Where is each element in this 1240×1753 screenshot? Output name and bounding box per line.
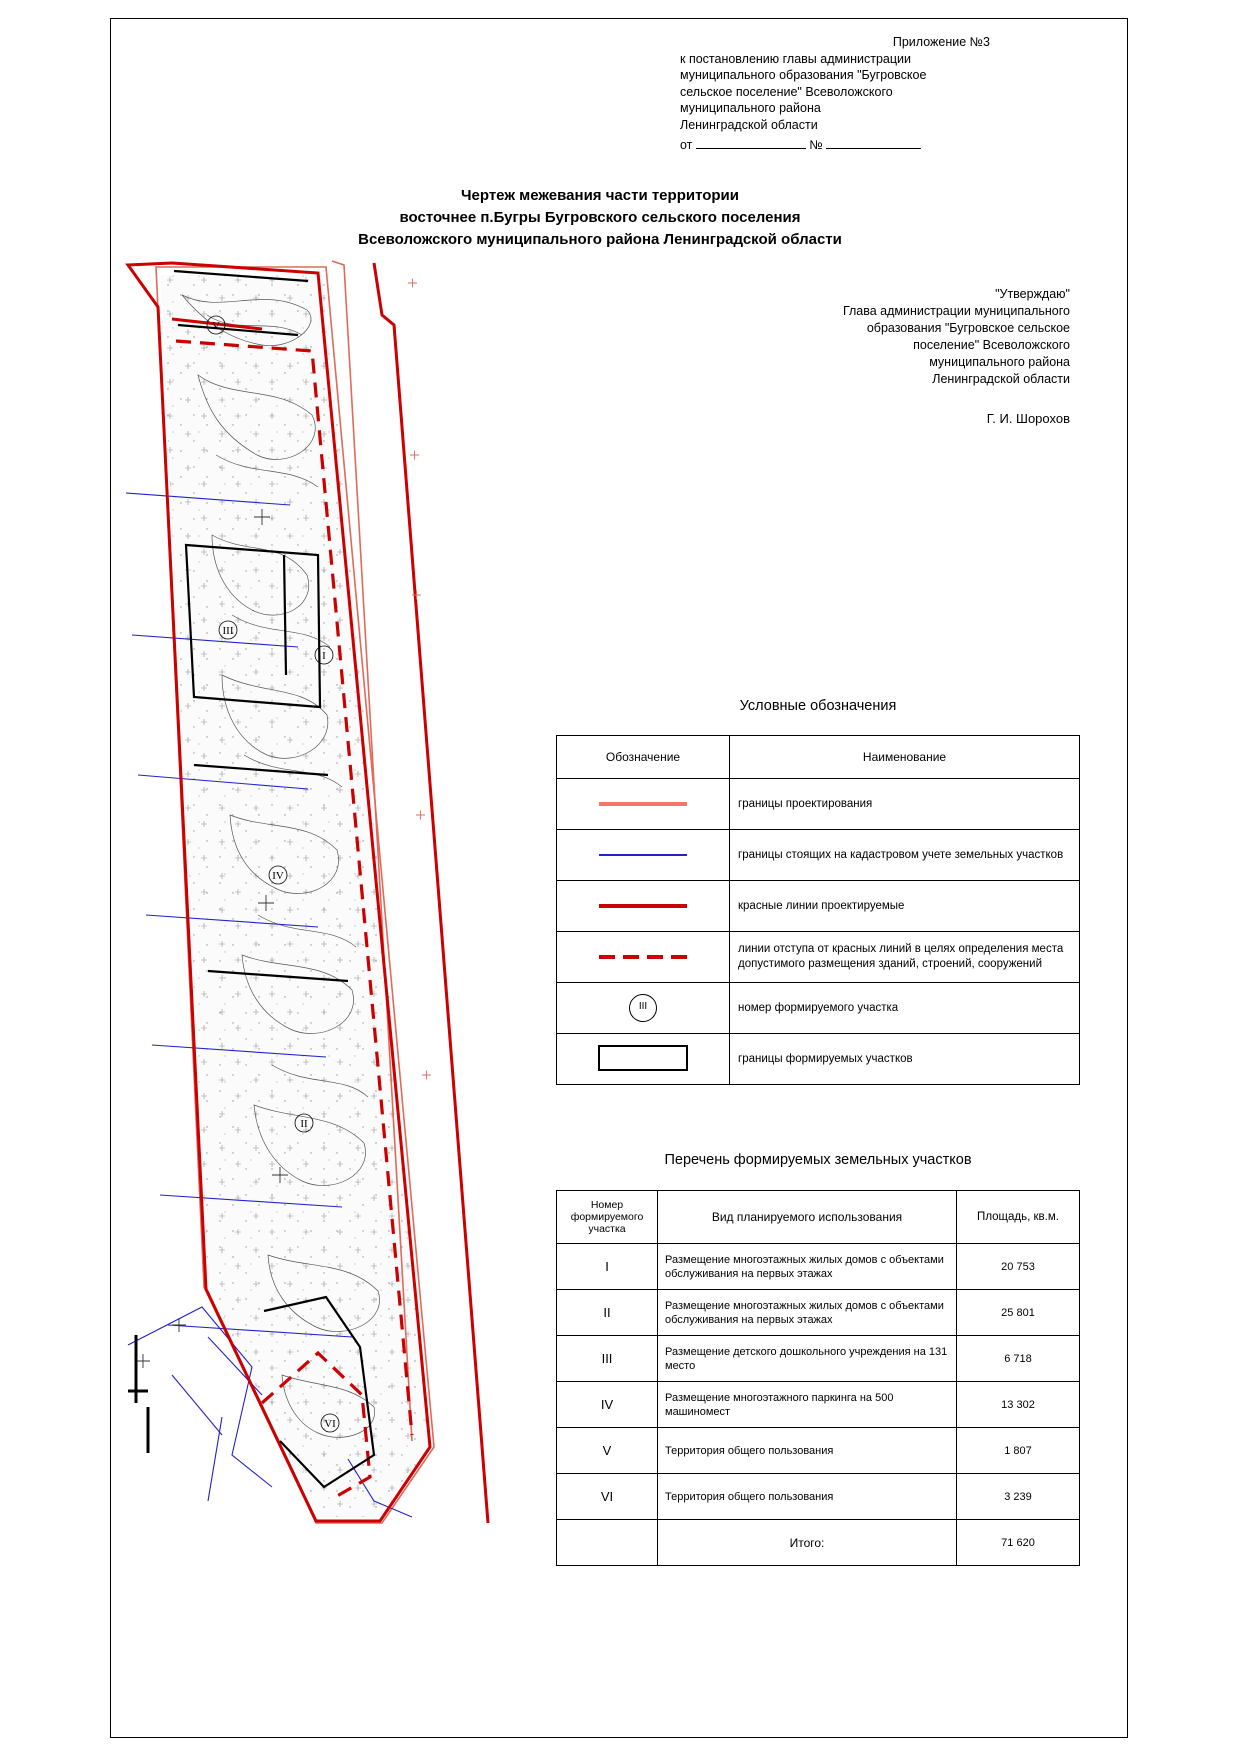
legend-header-row xyxy=(557,736,1080,779)
rectangle-swatch xyxy=(598,1045,688,1071)
table-row xyxy=(557,1336,1080,1382)
title-line-1: Чертеж межевания части территории xyxy=(460,187,739,204)
table-row xyxy=(557,1382,1080,1428)
legend-col-name: Наименование xyxy=(730,736,1080,779)
plots-table xyxy=(556,1190,1080,1566)
plot-use: Размещение многоэтажных жилых домов с объектами обслуживания на первых этажах xyxy=(658,1290,957,1336)
legend-row xyxy=(557,932,1080,983)
plot-area: 6 718 xyxy=(957,1336,1080,1382)
plot-use: Размещение многоэтажного паркинга на 500 машиномест xyxy=(658,1382,957,1428)
legend-symbol-red-lines xyxy=(557,881,730,932)
approval-block xyxy=(720,286,1070,427)
legend-symbol-plot-number xyxy=(557,983,730,1034)
table-total-row xyxy=(557,1520,1080,1566)
plot-number: V xyxy=(557,1428,658,1474)
legend-label: красные линии проектируемые xyxy=(730,881,1080,932)
plot-use: Территория общего пользования xyxy=(658,1474,957,1520)
total-label: Итого: xyxy=(658,1520,957,1566)
legend-table xyxy=(556,735,1080,1085)
table-row xyxy=(557,1474,1080,1520)
legend-symbol-cadastral xyxy=(557,830,730,881)
svg-text:I: I xyxy=(322,650,326,662)
legend-col-symbol: Обозначение xyxy=(557,736,730,779)
appendix-line-4: муниципального района xyxy=(680,101,821,115)
appendix-line-2: муниципального образования "Бугровское xyxy=(680,68,927,82)
plot-use: Размещение детского дошкольного учреждения на 131 место xyxy=(658,1336,957,1382)
legend-row xyxy=(557,1034,1080,1085)
plot-area: 3 239 xyxy=(957,1474,1080,1520)
plot-number: IV xyxy=(557,1382,658,1428)
legend-label: границы проектирования xyxy=(730,779,1080,830)
plots-col-area: Площадь, кв.м. xyxy=(957,1191,1080,1244)
total-empty-cell xyxy=(557,1520,658,1566)
svg-text:V: V xyxy=(212,320,220,332)
circle-numeral-icon: III xyxy=(629,994,657,1022)
page-title xyxy=(240,185,960,251)
legend-label: границы стоящих на кадастровом учете земельных участков xyxy=(730,830,1080,881)
blue-line-swatch xyxy=(599,854,687,856)
svg-text:IV: IV xyxy=(272,870,284,882)
date-blank xyxy=(696,135,806,149)
legend-symbol-offset-lines xyxy=(557,932,730,983)
pink-line-swatch xyxy=(599,802,687,806)
plot-use: Территория общего пользования xyxy=(658,1428,957,1474)
plot-area: 25 801 xyxy=(957,1290,1080,1336)
legend-row xyxy=(557,779,1080,830)
red-line-swatch xyxy=(599,904,687,908)
legend-row xyxy=(557,983,1080,1034)
svg-text:II: II xyxy=(300,1118,308,1130)
territory-fill xyxy=(160,275,430,1517)
number-label: № xyxy=(809,138,823,152)
table-row xyxy=(557,1290,1080,1336)
plot-area: 1 807 xyxy=(957,1428,1080,1474)
table-row xyxy=(557,1428,1080,1474)
pink-crosses xyxy=(408,279,431,1080)
plot-area: 20 753 xyxy=(957,1244,1080,1290)
approval-word: "Утверждаю" xyxy=(995,287,1070,301)
bottom-left-markers xyxy=(128,1335,148,1453)
total-area: 71 620 xyxy=(957,1520,1080,1566)
legend-label: линии отступа от красных линий в целях определения места допустимого размещения зданий, строений, сооружений xyxy=(730,932,1080,983)
number-blank xyxy=(826,135,921,149)
approval-line-4: муниципального района xyxy=(929,355,1070,369)
plots-table-title: Перечень формируемых земельных участков xyxy=(664,1152,972,1168)
svg-text:III: III xyxy=(222,625,234,637)
appendix-line-1: к постановлению главы администрации xyxy=(680,51,911,66)
plot-number: II xyxy=(557,1290,658,1336)
plot-use: Размещение многоэтажных жилых домов с объектами обслуживания на первых этажах xyxy=(658,1244,957,1290)
plot-number: III xyxy=(557,1336,658,1382)
approval-line-2: образования "Бугровское сельское xyxy=(866,321,1070,335)
legend-title: Условные обозначения xyxy=(739,698,897,714)
date-number-line xyxy=(680,135,990,154)
plot-area: 13 302 xyxy=(957,1382,1080,1428)
plots-col-number: Номер формируемого участка xyxy=(557,1191,658,1244)
approval-signatory: Г. И. Шорохов xyxy=(986,411,1070,426)
plots-col-use: Вид планируемого использования xyxy=(658,1191,957,1244)
appendix-header xyxy=(680,34,990,154)
approval-line-5: Ленинградской области xyxy=(932,372,1070,386)
plots-header-row xyxy=(557,1191,1080,1244)
from-label: от xyxy=(680,138,693,152)
table-row xyxy=(557,1244,1080,1290)
cadastral-map-drawing xyxy=(112,255,542,1535)
appendix-line-5: Ленинградской области xyxy=(680,117,818,132)
appendix-line-3: сельское поселение" Всеволожского xyxy=(680,84,893,99)
svg-text:VI: VI xyxy=(324,1418,336,1430)
plot-number: I xyxy=(557,1244,658,1290)
legend-symbol-project-border xyxy=(557,779,730,830)
legend-label: номер формируемого участка xyxy=(730,983,1080,1034)
legend-symbol-plot-border xyxy=(557,1034,730,1085)
title-line-3: Всеволожского муниципального района Ленинградской области xyxy=(358,231,842,248)
legend-row xyxy=(557,830,1080,881)
plot-number: VI xyxy=(557,1474,658,1520)
dashed-line-swatch xyxy=(599,955,687,959)
approval-line-3: поселение" Всеволожского xyxy=(913,338,1070,352)
approval-line-1: Глава администрации муниципального xyxy=(842,304,1070,318)
legend-row xyxy=(557,881,1080,932)
title-line-2: восточнее п.Бугры Бугровского сельского поселения xyxy=(399,209,801,226)
legend-label: границы формируемых участков xyxy=(730,1034,1080,1085)
appendix-number: Приложение №3 xyxy=(892,35,990,49)
